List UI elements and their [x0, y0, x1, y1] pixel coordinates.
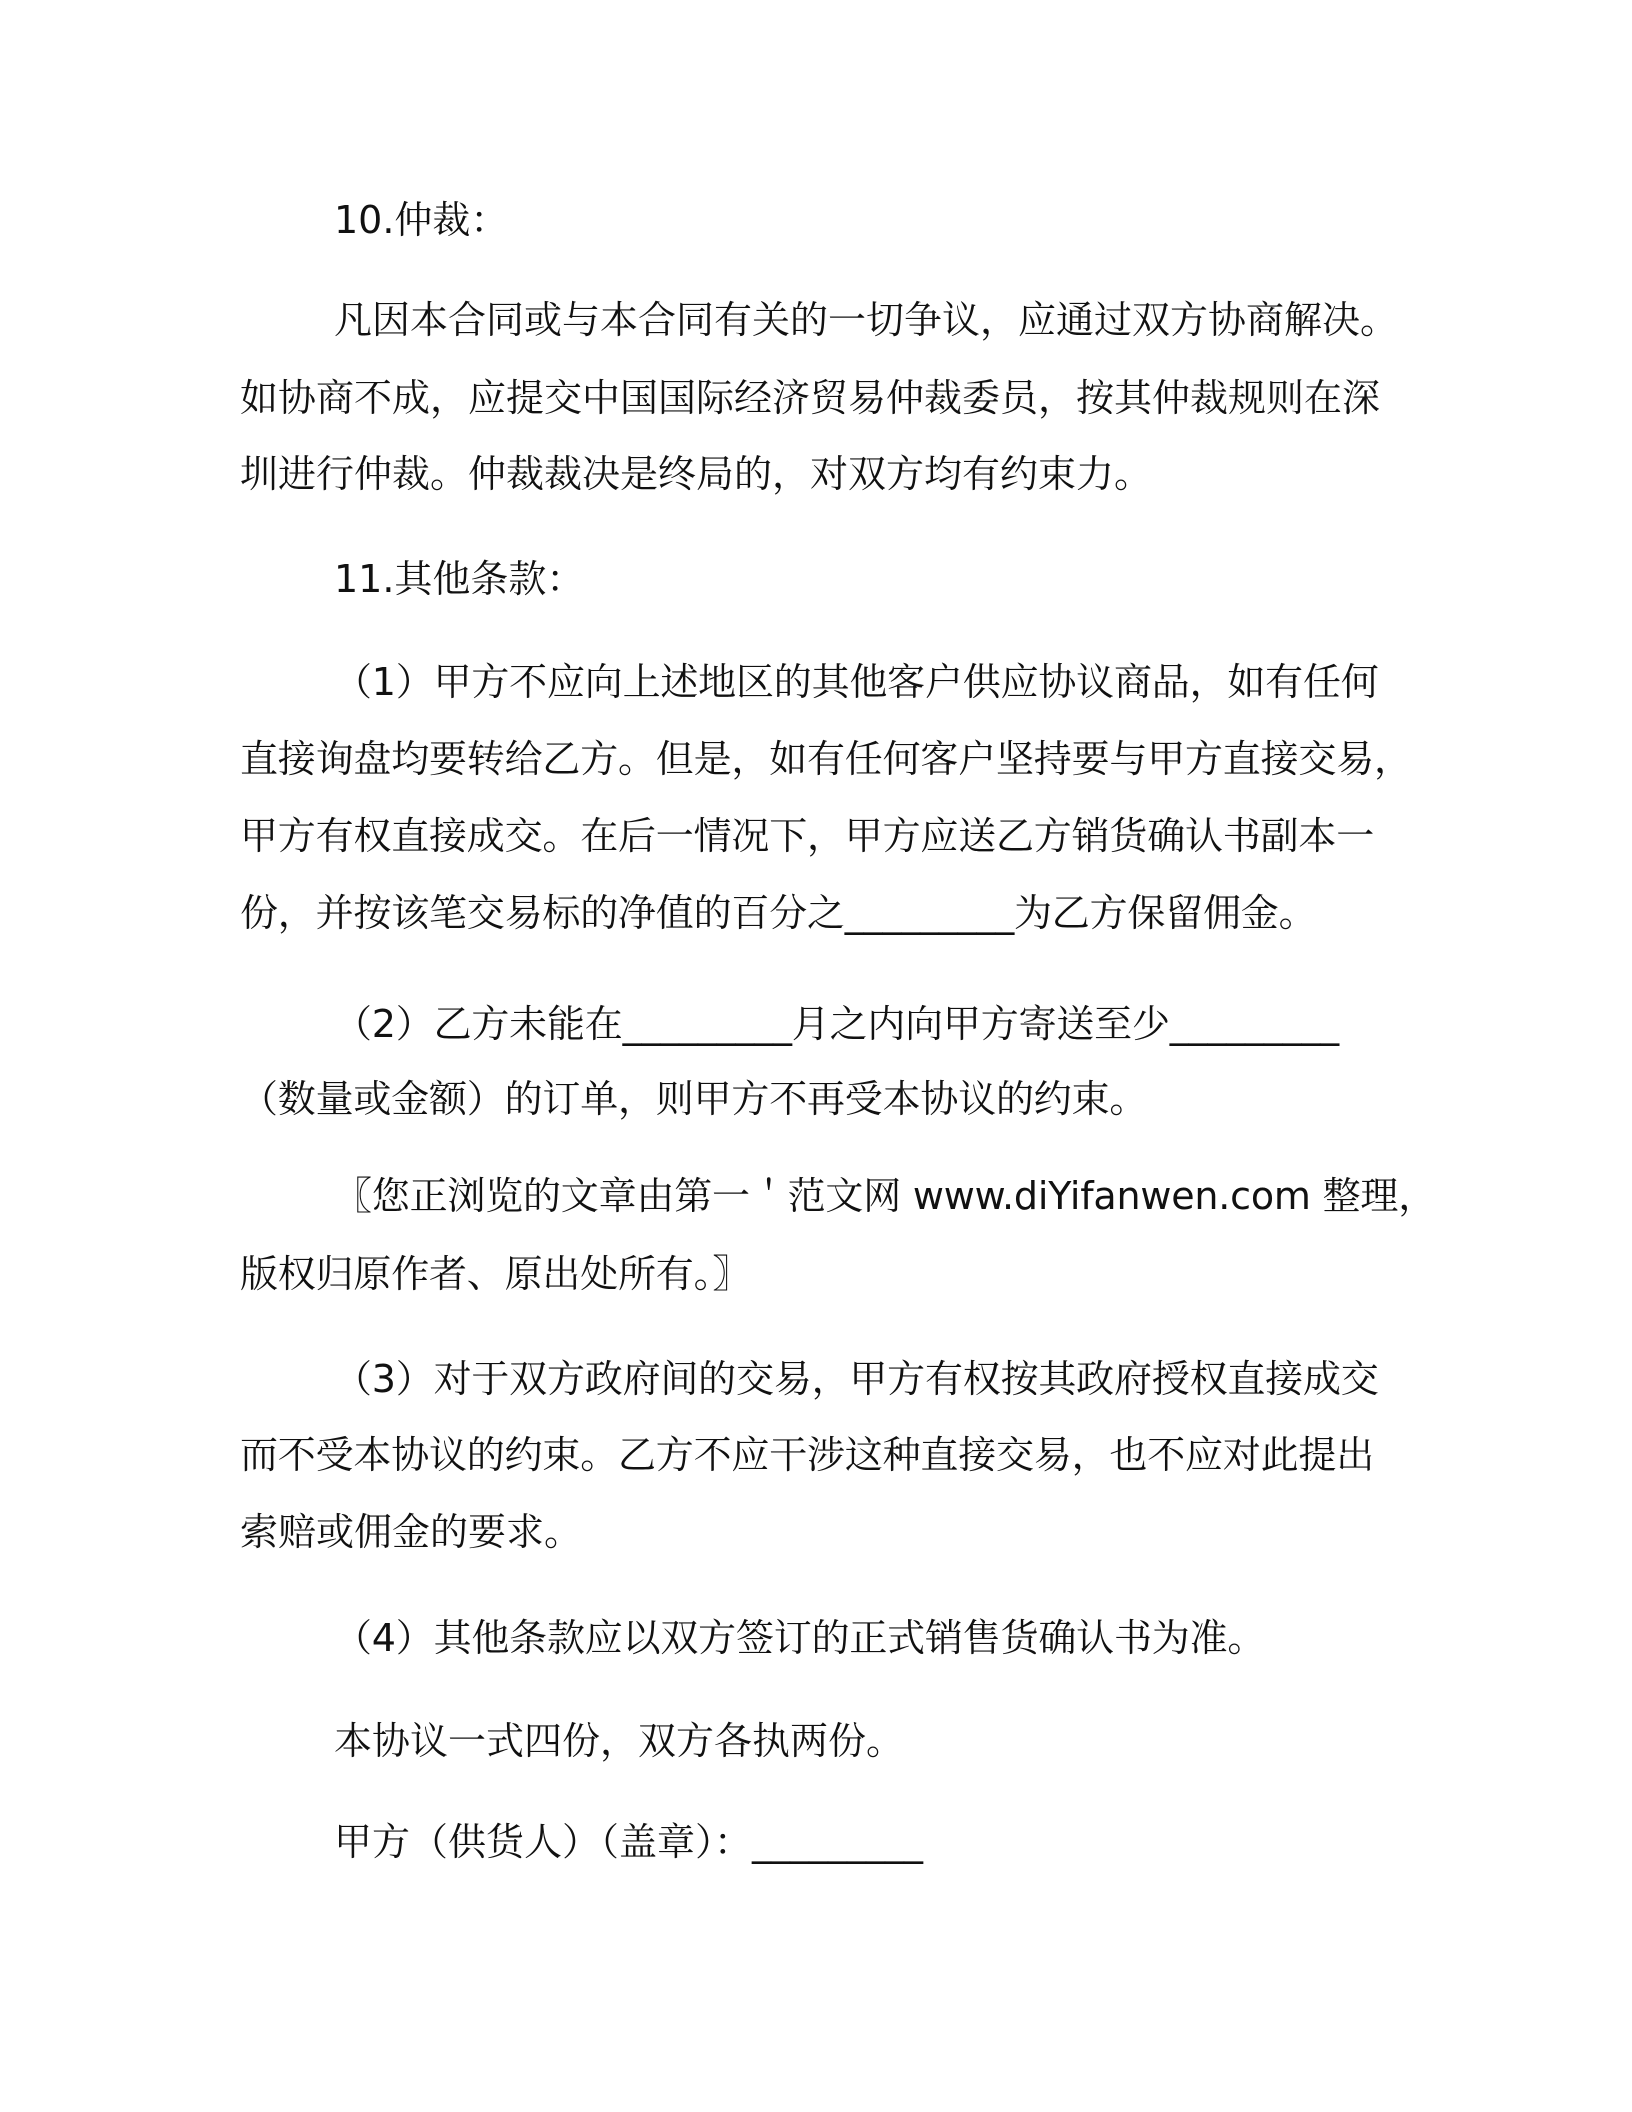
source-notice-line-1: 〖您正浏览的文章由第一＇范文网 www.diYifanwen.com 整理，	[334, 1174, 1437, 1218]
section-10-line-1: 凡因本合同或与本合同有关的一切争议，应通过双方协商解决。	[334, 298, 1399, 342]
section-10-line-3: 圳进行仲裁。仲裁裁决是终局的，对双方均有约束力。	[240, 452, 1153, 496]
clause-1-line-3: 甲方有权直接成交。在后一情况下，甲方应送乙方销货确认书副本一	[240, 814, 1375, 858]
clause-2-line-2: （数量或金额）的订单，则甲方不再受本协议的约束。	[240, 1077, 1148, 1121]
clause-3-line-1: （3）对于双方政府间的交易，甲方有权按其政府授权直接成交	[334, 1357, 1379, 1401]
source-notice-line-2: 版权归原作者、原出处所有。〗	[240, 1252, 751, 1296]
copies-statement: 本协议一式四份，双方各执两份。	[334, 1719, 905, 1763]
clause-2-line-1: （2）乙方未能在_________月之内向甲方寄送至少_________	[334, 1002, 1339, 1046]
party-a-signature-line: 甲方（供货人）（盖章）：_________	[334, 1820, 924, 1864]
clause-3-line-2: 而不受本协议的约束。乙方不应干涉这种直接交易，也不应对此提出	[240, 1433, 1375, 1477]
clause-4: （4）其他条款应以双方签订的正式销售货确认书为准。	[334, 1616, 1266, 1660]
section-10-heading: 10.仲裁：	[334, 198, 509, 242]
section-10-line-2: 如协商不成，应提交中国国际经济贸易仲裁委员，按其仲裁规则在深	[240, 376, 1381, 420]
clause-1-line-2: 直接询盘均要转给乙方。但是，如有任何客户坚持要与甲方直接交易，	[240, 737, 1412, 781]
clause-3-line-3: 索赔或佣金的要求。	[240, 1510, 583, 1554]
clause-1-line-4: 份，并按该笔交易标的净值的百分之_________为乙方保留佣金。	[240, 891, 1317, 935]
section-11-heading: 11.其他条款：	[334, 557, 585, 601]
clause-1-line-1: （1）甲方不应向上述地区的其他客户供应协议商品，如有任何	[334, 660, 1379, 704]
